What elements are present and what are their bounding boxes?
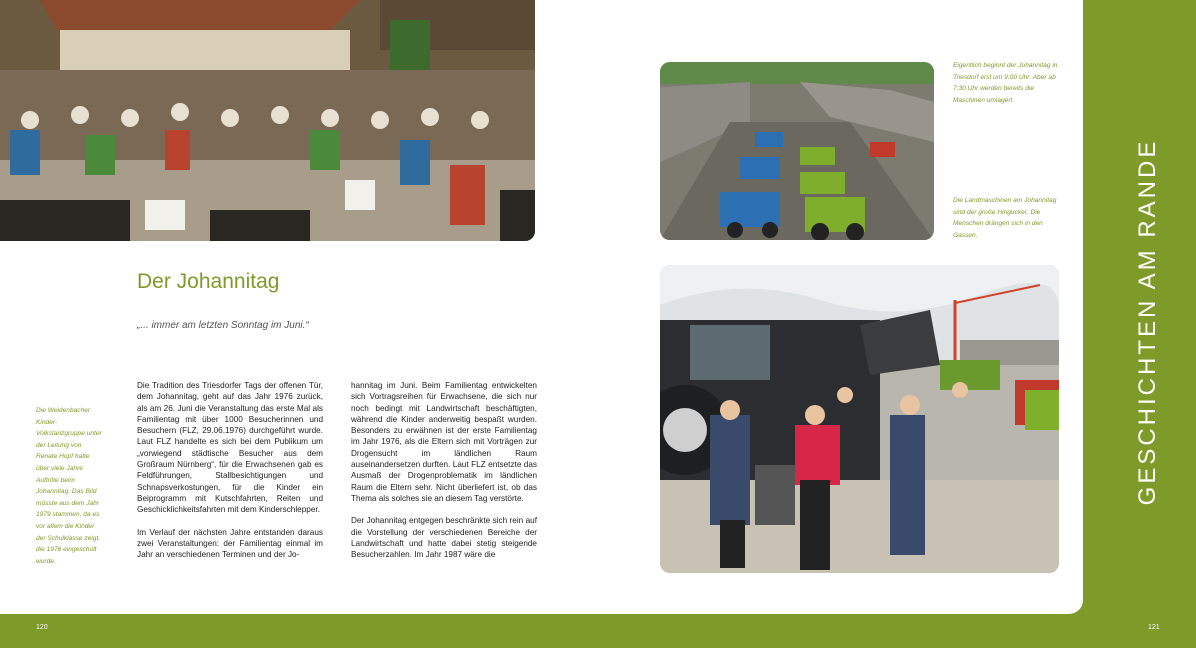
page-number-left: 120	[36, 624, 48, 631]
paragraph: hannitag im Juni. Beim Familientag entwickelten sich Vortragsreihen für Erwachsene, die sich nur noch bedingt mit Landwirtschaft beschäftigten, während die Kinder anderweitig bespaßt wurden. Besonders zu erwähnen ist der erste Familientag im Jahr 1976, als die Eltern sich mit Vorträgen zur Drogensucht im ländlichen Raum auseinandersetzen durften. Laut FLZ entsetzte das Ausmaß der Drogenproblematik im ländlichen Raum die Eltern sehr. Nicht überliefert ist, ob das Thema als solches sie an diesem Tag verstörte.	[351, 381, 537, 503]
article-title: Der Johannitag	[137, 270, 280, 293]
article-quote: „... immer am letzten Sonntag im Juni.“	[137, 320, 309, 331]
caption-dance-photo: Die Weidenbacher Kinder-Volkstanzgruppe unter der Leitung von Renate Hopf hatte über viele Jahre Auftritte beim Johannitag. Das Bild müsste aus dem Jahr 1979 stammen, da es vor allem die Kinder der Schulklasse zeigt, die 1976 eingeschult wurde.	[36, 407, 102, 565]
paragraph: Die Tradition des Triesdorfer Tags der offenen Tür, dem Johannitag, geht auf das Jahr 1976 zurück, als am 26. Juni die Veranstaltung das erste Mal als Familientag mit über 1000 Besucherinnen und Besuchern (FLZ, 29.06.1976) durchgeführt wurde. Laut FLZ handelte es sich bei dem Publikum um „vorwiegend städtische Besucher aus dem Großraum Nürnberg“, für die Erwachsenen gab es Feldführungen, Stallbesichtigungen und Schnapsverkostungen, für die Kinder ein Beiprogramm mit Kutschfahrten, Reiten und Geschicklichkeitsfahrten mit dem Kinderschlepper.	[137, 381, 323, 515]
paragraph: Im Verlauf der nächsten Jahre entstanden daraus zwei Veranstaltungen: der Familientag einmal im Jahr an verschiedenen Terminen und der Jo-	[137, 527, 323, 560]
folk-dance-photo	[0, 0, 535, 241]
text-column-1	[137, 380, 323, 571]
section-title-vertical: GESCHICHTEN AM RANDE	[1134, 138, 1161, 506]
tractor-crowd-photo	[660, 265, 1059, 573]
text-column-2	[351, 380, 537, 571]
paragraph: Der Johannitag entgegen beschränkte sich rein auf die Vorstellung der verschiedenen Bereiche der Landwirtschaft und hatte dabei stetig steigende Besucherzahlen. Im Jahr 1987 wäre die	[351, 516, 537, 560]
caption-aerial-photo: Eigentlich beginnt der Johannitag in Triesdorf erst um 9:00 Uhr. Aber ab 7:30 Uhr werden bereits die Maschinen umlagert.	[953, 62, 1058, 104]
caption-crowd-photo: Die Landmaschinen am Johannitag sind der große Hingucker. Die Menschen drängen sich in den Gassen.	[953, 197, 1057, 239]
tractor-aerial-photo	[660, 62, 934, 240]
page-number-right: 121	[1148, 624, 1160, 631]
